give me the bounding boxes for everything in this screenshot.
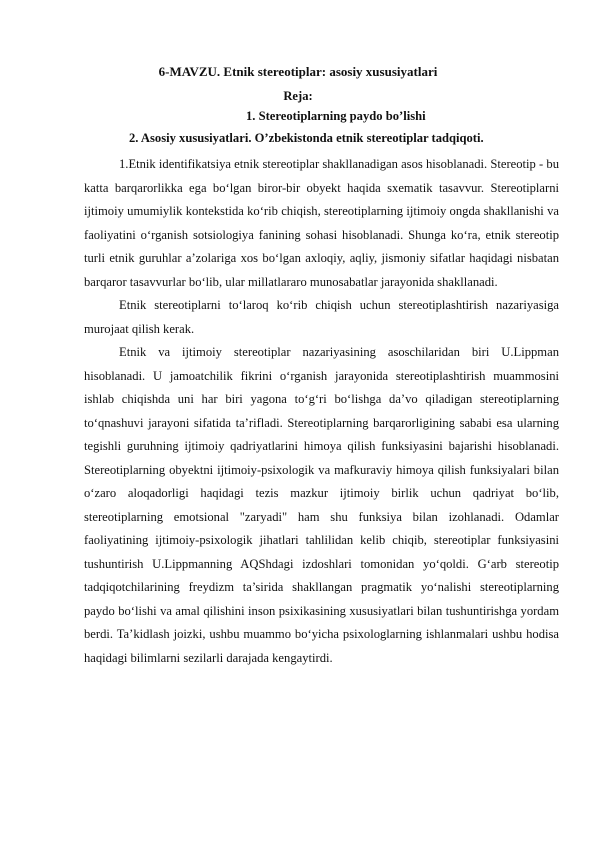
- body-text: [84, 153, 559, 670]
- plan-item-2: 2. Asosiy xususiyatlari. O’zbekistonda etnik stereotiplar tadqiqoti.: [129, 131, 484, 145]
- paragraph-2: Etnik stereotiplarni to‘laroq ko‘rib chiqish uchun stereotiplashtirish nazariyasiga murojaat qilish kerak.: [84, 298, 559, 336]
- plan-heading: Reja:: [283, 89, 313, 103]
- paragraph-3: Etnik va ijtimoiy stereotiplar nazariyasining asoschilaridan biri U.Lippman hisoblanadi. U jamoatchilik fikrini o‘rganish jarayonida stereotiplashtirish muammosini ishlab chiqishda uni har biri yagona to‘g‘ri bo‘lishga da’vo qiladigan stereotiplarning to‘qnashuvi jarayoni sifatida ta’rifladi. Stereotiplarning barqarorligining sababi esa ularning tegishli guruhning ijtimoiy qadriyatlarini himoya qilish funksiyasini bajarishi hisoblanadi. Stereotiplarning obyektni ijtimoiy-psixologik va mafkuraviy himoya qilish funksiyalari bilan o‘zaro aloqadorligi haqidagi tezis mazkur ijtimoiy birlik uchun qadriyat bo‘lib, stereotiplarning emotsional "zaryadi" ham shu funksiya bilan izohlanadi. Odamlar faoliyatining ijtimoiy-psixologik jihatlari tahlilidan kelib chiqib, stereotiplar funksiyasini tushuntirish U.Lippmanning AQShdagi izdoshlari tomonidan yo‘qoldi. G‘arb stereotip tadqiqotchilarining freydizm ta’sirida shakllangan pragmatik yo‘nalishi stereotiplarning paydo bo‘lishi va amal qilishini inson psixikasining xususiyatlari bilan tushuntirishga yordam berdi. Ta’kidlash joizki, ushbu muammo bo‘yicha psixologlarning ishlanmalari ushbu hodisa haqidagi bilimlarni sezilarli darajada kengaytirdi.: [84, 345, 559, 665]
- document-title: 6-MAVZU. Etnik stereotiplar: asosiy xususiyatlari: [158, 64, 438, 79]
- paragraph-1: 1.Etnik identifikatsiya etnik stereotiplar shakllanadigan asos hisoblanadi. Stereotip - bu katta barqarorlikka ega bo‘lgan biror-bir obyekt haqida sxematik tasavvur. Stereotiplarni ijtimoiy umumiylik kontekstida ko‘rib chiqish, stereotiplarning ijtimoiy ongda shakllanishi va faoliyatini o‘rganish sotsiologiya fanining sohasi hisoblanadi. Shunga ko‘ra, etnik stereotip turli etnik guruhlar a’zolariga xos bo‘lgan axloqiy, aqliy, jismoniy sifatlar haqidagi nisbatan barqaror tasavvurlar bo‘lib, ular millatlararo munosabatlar jarayonida shakllanadi.: [84, 157, 559, 289]
- plan-item-1: 1. Stereotiplarning paydo bo’lishi: [246, 109, 426, 123]
